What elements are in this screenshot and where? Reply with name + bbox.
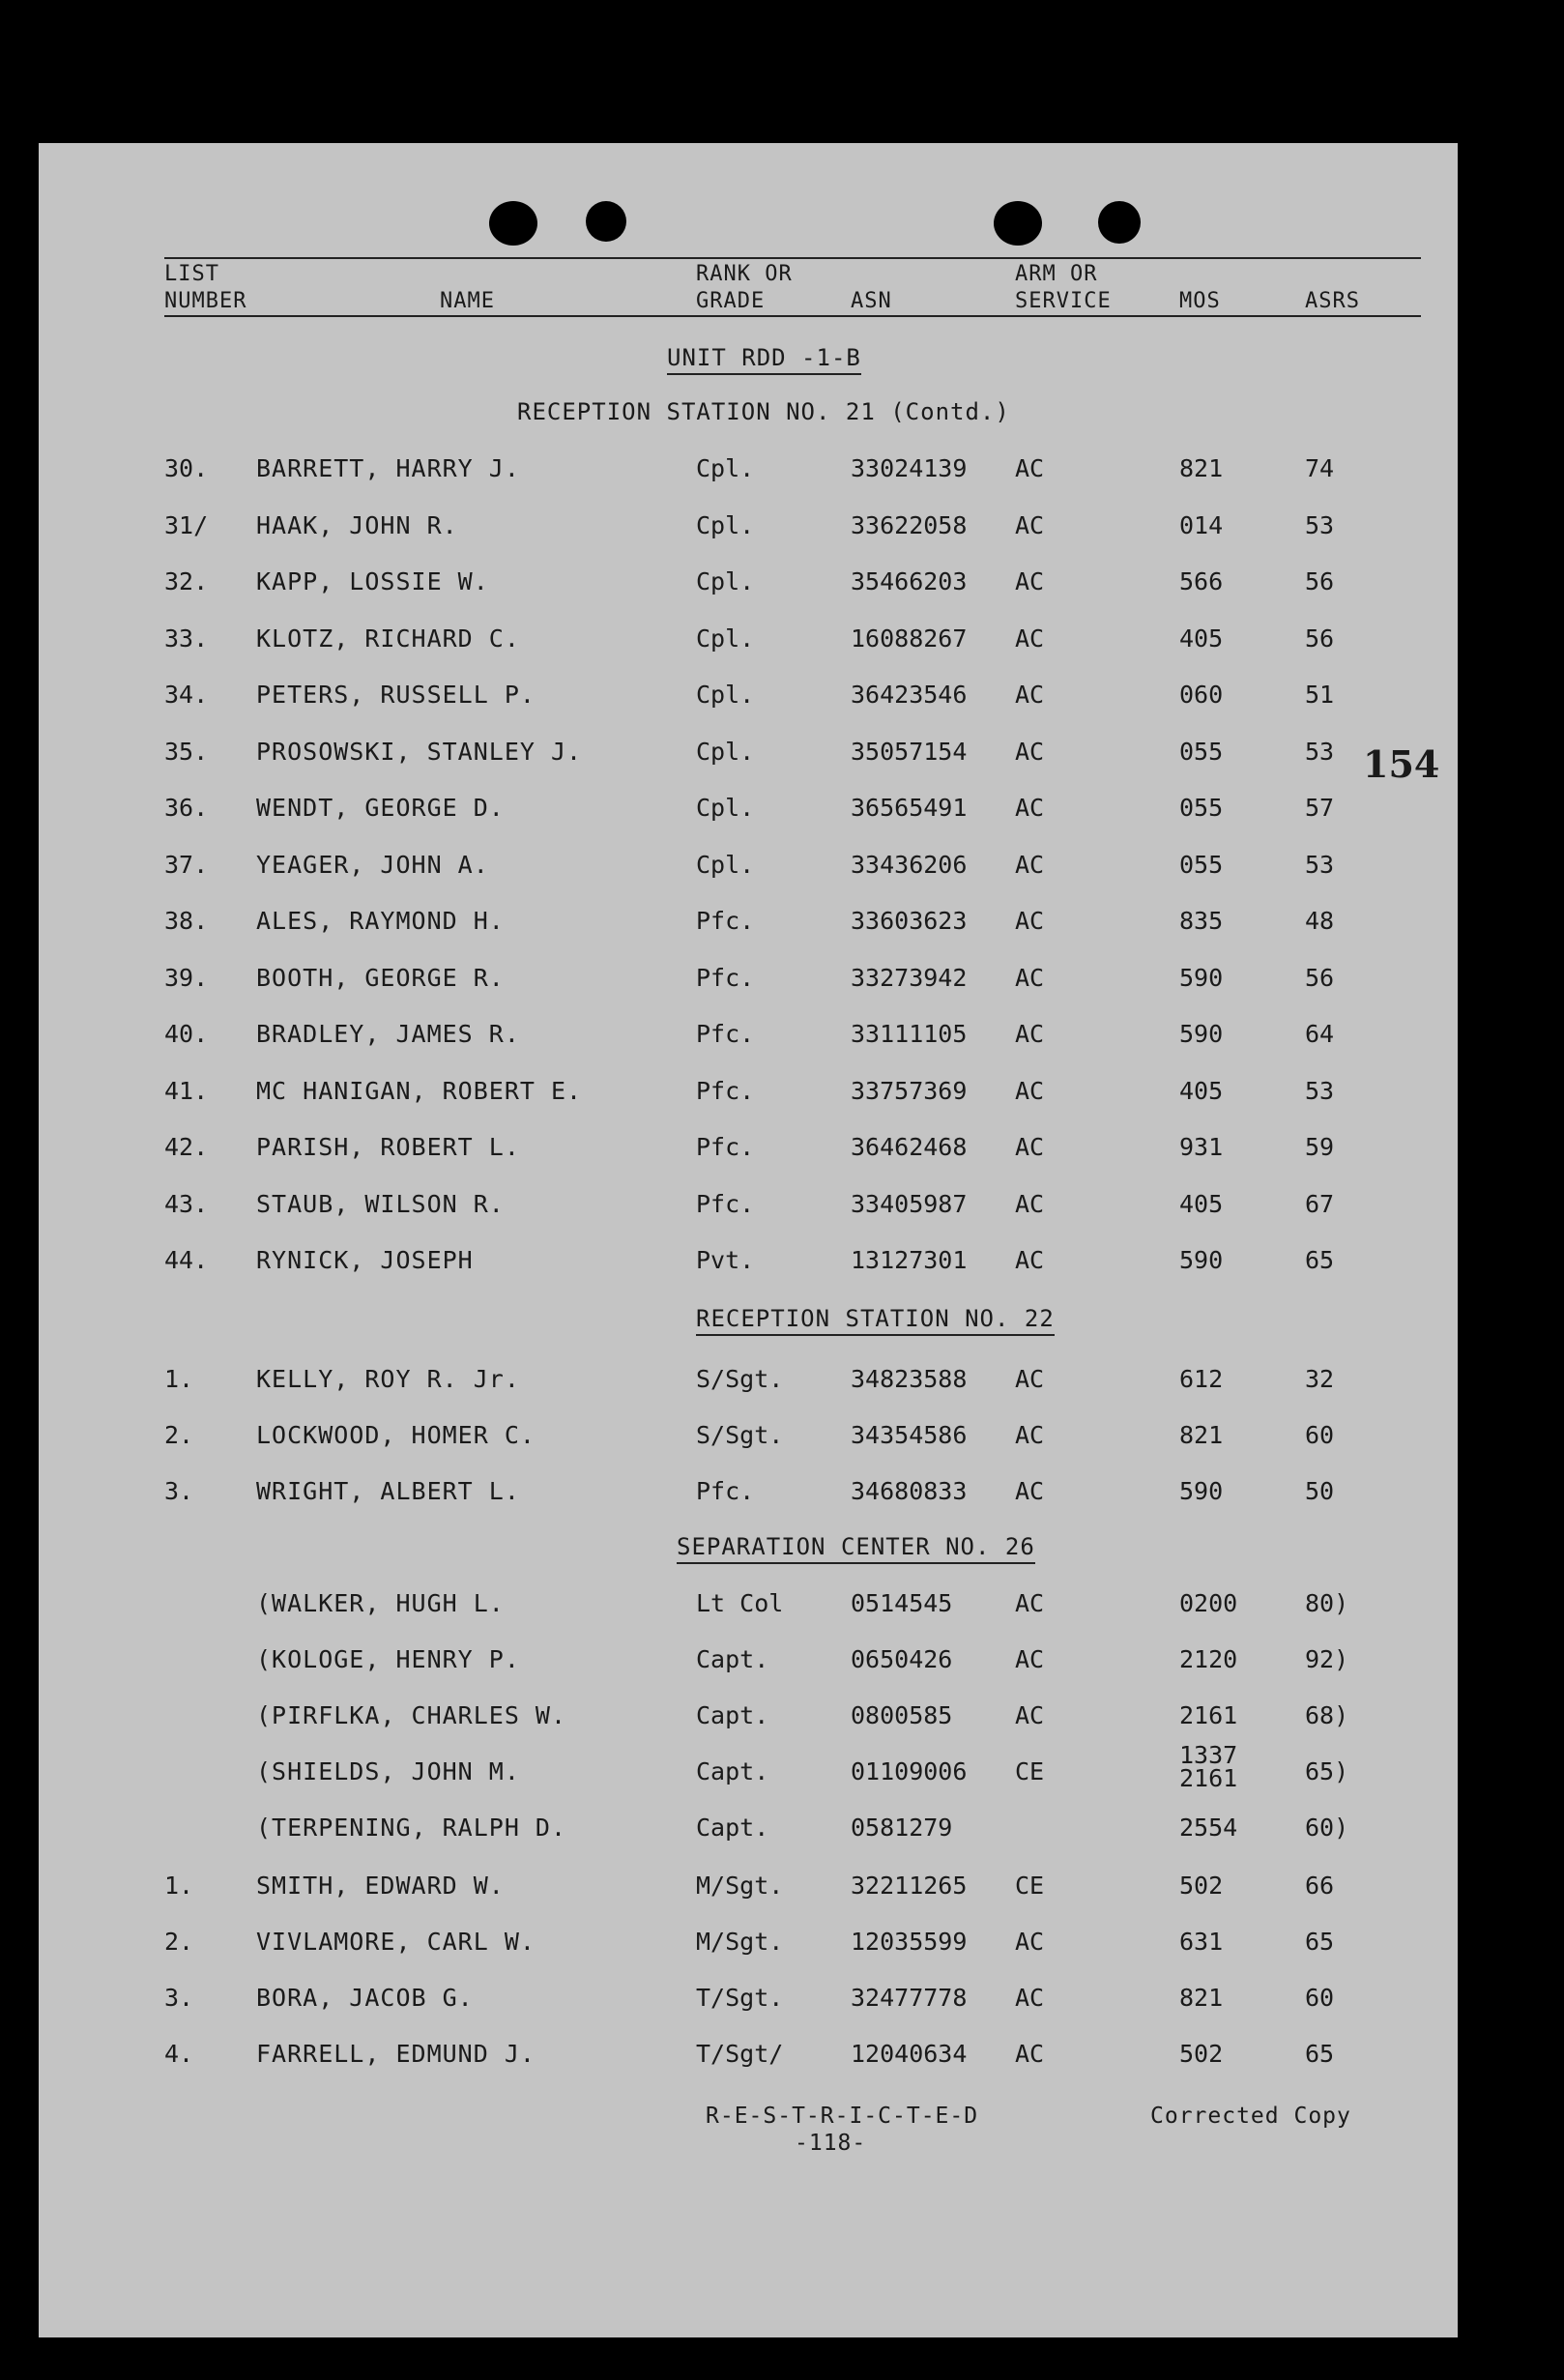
asn-number: 0650426 [851, 1645, 953, 1673]
mos-code: 502 [1179, 1872, 1224, 1900]
asn-number: 36423546 [851, 681, 968, 709]
mos-code: 590 [1179, 1020, 1224, 1048]
page-number: -118- [795, 2131, 867, 2156]
asrs-score: 32 [1305, 1365, 1335, 1393]
asrs-score: 67 [1305, 1189, 1335, 1218]
corrected-copy-note: Corrected Copy [1150, 2104, 1351, 2129]
rank-grade: Cpl. [696, 510, 755, 539]
row-number: 31/ [164, 510, 209, 539]
arm-service: AC [1015, 1020, 1045, 1048]
person-name: (TERPENING, RALPH D. [256, 1814, 567, 1842]
asn-number: 12040634 [851, 2040, 968, 2068]
mos-code: 931 [1179, 1133, 1224, 1161]
punch-hole [994, 201, 1042, 246]
roster-row [39, 1872, 1458, 1910]
asn-number: 0581279 [851, 1814, 953, 1842]
restricted-label: R-E-S-T-R-I-C-T-E-D [706, 2104, 979, 2129]
mos-code: 405 [1179, 624, 1224, 653]
roster-row [39, 1190, 1458, 1229]
mos-code: 566 [1179, 567, 1224, 595]
asrs-score: 53 [1305, 510, 1335, 539]
asn-number: 33273942 [851, 963, 968, 992]
rank-grade: Capt. [696, 1701, 769, 1729]
header-asn: ASN [851, 289, 892, 313]
person-name: WENDT, GEORGE D. [256, 794, 505, 822]
person-name: SMITH, EDWARD W. [256, 1872, 505, 1900]
person-name: ALES, RAYMOND H. [256, 907, 505, 935]
header-mos: MOS [1179, 289, 1221, 313]
person-name: BARRETT, HARRY J. [256, 454, 520, 482]
asrs-score: 51 [1305, 681, 1335, 709]
header-arm: ARM OR SERVICE [1015, 262, 1112, 313]
mos-code: 821 [1179, 1421, 1224, 1449]
rank-grade: M/Sgt. [696, 1928, 784, 1956]
section-title: RECEPTION STATION NO. 21 (Contd.) [517, 398, 1010, 425]
asn-number: 35466203 [851, 567, 968, 595]
asn-number: 33603623 [851, 907, 968, 935]
rank-grade: Cpl. [696, 794, 755, 822]
arm-service: AC [1015, 794, 1045, 822]
rank-grade: S/Sgt. [696, 1365, 784, 1393]
asn-number: 33024139 [851, 454, 968, 482]
mos-code: 590 [1179, 1477, 1224, 1505]
person-name: VIVLAMORE, CARL W. [256, 1928, 536, 1956]
roster-row [39, 907, 1458, 945]
punch-hole [586, 201, 626, 242]
section-title: SEPARATION CENTER NO. 26 [677, 1533, 1035, 1564]
rank-grade: T/Sgt/ [696, 2040, 784, 2068]
header-asrs: ASRS [1305, 289, 1360, 313]
arm-service: AC [1015, 624, 1045, 653]
asn-number: 01109006 [851, 1757, 968, 1785]
arm-service: AC [1015, 963, 1045, 992]
roster-row [39, 1984, 1458, 2022]
roster-row [39, 681, 1458, 719]
header-top-rule [164, 257, 1421, 259]
roster-row [39, 1020, 1458, 1059]
asrs-score: 56 [1305, 963, 1335, 992]
asrs-score: 53 [1305, 737, 1335, 766]
arm-service: AC [1015, 1984, 1045, 2012]
rank-grade: Capt. [696, 1757, 769, 1785]
row-number: 3. [164, 1477, 194, 1505]
person-name: (PIRFLKA, CHARLES W. [256, 1701, 567, 1729]
asn-number: 35057154 [851, 737, 968, 766]
person-name: KELLY, ROY R. Jr. [256, 1365, 520, 1393]
person-name: LOCKWOOD, HOMER C. [256, 1421, 536, 1449]
arm-service: AC [1015, 1701, 1045, 1729]
arm-service: AC [1015, 1133, 1045, 1161]
row-number: 30. [164, 454, 209, 482]
roster-row [39, 851, 1458, 889]
row-number: 34. [164, 681, 209, 709]
person-name: KLOTZ, RICHARD C. [256, 624, 520, 653]
person-name: PROSOWSKI, STANLEY J. [256, 737, 583, 766]
roster-row [39, 1701, 1458, 1740]
arm-service: AC [1015, 1189, 1045, 1218]
rank-grade: Pfc. [696, 1477, 755, 1505]
person-name: (SHIELDS, JOHN M. [256, 1757, 520, 1785]
header-bottom-rule [164, 315, 1421, 317]
arm-service: CE [1015, 1872, 1045, 1900]
asn-number: 34680833 [851, 1477, 968, 1505]
asrs-score: 50 [1305, 1477, 1335, 1505]
rank-grade: Pvt. [696, 1246, 755, 1274]
mos-code: 0200 [1179, 1589, 1238, 1617]
roster-row [39, 794, 1458, 832]
asrs-score: 74 [1305, 454, 1335, 482]
arm-service: AC [1015, 1477, 1045, 1505]
roster-row [39, 2040, 1458, 2078]
arm-service: AC [1015, 907, 1045, 935]
arm-service: AC [1015, 681, 1045, 709]
mos-code: 014 [1179, 510, 1224, 539]
row-number: 44. [164, 1246, 209, 1274]
asrs-score: 48 [1305, 907, 1335, 935]
rank-grade: T/Sgt. [696, 1984, 784, 2012]
mos-code: 612 [1179, 1365, 1224, 1393]
person-name: BOOTH, GEORGE R. [256, 963, 505, 992]
roster-row [39, 1645, 1458, 1684]
mos-code: 060 [1179, 681, 1224, 709]
arm-service: AC [1015, 510, 1045, 539]
person-name: HAAK, JOHN R. [256, 510, 458, 539]
roster-row [39, 1133, 1458, 1172]
roster-row [39, 1741, 1458, 1796]
person-name: YEAGER, JOHN A. [256, 850, 489, 879]
row-number: 37. [164, 850, 209, 879]
rank-grade: Capt. [696, 1814, 769, 1842]
asn-number: 36462468 [851, 1133, 968, 1161]
roster-row [39, 624, 1458, 663]
arm-service: AC [1015, 850, 1045, 879]
row-number: 3. [164, 1984, 194, 2012]
mos-code: 055 [1179, 737, 1224, 766]
rank-grade: Pfc. [696, 907, 755, 935]
roster-row [39, 1077, 1458, 1116]
row-number: 1. [164, 1365, 194, 1393]
punch-hole [1098, 201, 1141, 244]
row-number: 39. [164, 963, 209, 992]
person-name: RYNICK, JOSEPH [256, 1246, 474, 1274]
roster-row [39, 1421, 1458, 1460]
mos-code: 502 [1179, 2040, 1224, 2068]
asn-number: 33622058 [851, 510, 968, 539]
rank-grade: Capt. [696, 1645, 769, 1673]
asrs-score: 57 [1305, 794, 1335, 822]
row-number: 36. [164, 794, 209, 822]
asn-number: 33111105 [851, 1020, 968, 1048]
mos-code: 835 [1179, 907, 1224, 935]
asrs-score: 65 [1305, 1246, 1335, 1274]
mos-code: 590 [1179, 963, 1224, 992]
header-rank: RANK OR GRADE [696, 262, 793, 313]
mos-code: 2161 [1179, 1701, 1238, 1729]
arm-service: AC [1015, 1365, 1045, 1393]
person-name: FARRELL, EDMUND J. [256, 2040, 536, 2068]
asrs-score: 65 [1305, 1928, 1335, 1956]
person-name: KAPP, LOSSIE W. [256, 567, 489, 595]
asrs-score: 56 [1305, 624, 1335, 653]
asn-number: 32211265 [851, 1872, 968, 1900]
mos-code: 405 [1179, 1076, 1224, 1105]
asrs-score: 59 [1305, 1133, 1335, 1161]
rank-grade: Pfc. [696, 1020, 755, 1048]
asrs-score: 65 [1305, 2040, 1335, 2068]
arm-service: AC [1015, 1246, 1045, 1274]
row-number: 38. [164, 907, 209, 935]
roster-row [39, 964, 1458, 1002]
arm-service: AC [1015, 1421, 1045, 1449]
mos-code: 1337 2161 [1179, 1741, 1238, 1792]
roster-row [39, 1928, 1458, 1966]
roster-row [39, 1814, 1458, 1852]
roster-row [39, 1246, 1458, 1285]
roster-row [39, 567, 1458, 606]
person-name: MC HANIGAN, ROBERT E. [256, 1076, 583, 1105]
header-list-number: LIST NUMBER [164, 262, 247, 313]
document-page [39, 143, 1458, 2337]
person-name: BORA, JACOB G. [256, 1984, 474, 2012]
row-number: 32. [164, 567, 209, 595]
person-name: BRADLEY, JAMES R. [256, 1020, 520, 1048]
row-number: 2. [164, 1421, 194, 1449]
row-number: 35. [164, 737, 209, 766]
asrs-score: 65) [1305, 1757, 1349, 1785]
asrs-score: 53 [1305, 1076, 1335, 1105]
asrs-score: 60 [1305, 1421, 1335, 1449]
mos-code: 821 [1179, 1984, 1224, 2012]
asn-number: 33405987 [851, 1189, 968, 1218]
arm-service: AC [1015, 1645, 1045, 1673]
punch-hole [489, 201, 537, 246]
row-number: 4. [164, 2040, 194, 2068]
asrs-score: 60) [1305, 1814, 1349, 1842]
rank-grade: Cpl. [696, 737, 755, 766]
person-name: WRIGHT, ALBERT L. [256, 1477, 520, 1505]
asn-number: 36565491 [851, 794, 968, 822]
row-number: 41. [164, 1076, 209, 1105]
person-name: STAUB, WILSON R. [256, 1189, 505, 1218]
roster-row [39, 738, 1458, 776]
unit-title: UNIT RDD -1-B [667, 344, 861, 375]
mos-code: 2120 [1179, 1645, 1238, 1673]
roster-row [39, 1477, 1458, 1516]
asrs-score: 64 [1305, 1020, 1335, 1048]
rank-grade: Cpl. [696, 567, 755, 595]
asn-number: 34354586 [851, 1421, 968, 1449]
rank-grade: Lt Col [696, 1589, 784, 1617]
mos-code: 2554 [1179, 1814, 1238, 1842]
row-number: 33. [164, 624, 209, 653]
arm-service: AC [1015, 1589, 1045, 1617]
asn-number: 34823588 [851, 1365, 968, 1393]
roster-row [39, 1589, 1458, 1628]
row-number: 40. [164, 1020, 209, 1048]
mos-code: 631 [1179, 1928, 1224, 1956]
rank-grade: M/Sgt. [696, 1872, 784, 1900]
rank-grade: Pfc. [696, 963, 755, 992]
row-number: 42. [164, 1133, 209, 1161]
asn-number: 33757369 [851, 1076, 968, 1105]
asrs-score: 53 [1305, 850, 1335, 879]
page-stamp-number: 154 [1363, 742, 1440, 786]
arm-service: AC [1015, 1928, 1045, 1956]
rank-grade: Pfc. [696, 1076, 755, 1105]
asrs-score: 92) [1305, 1645, 1349, 1673]
rank-grade: Cpl. [696, 454, 755, 482]
arm-service: AC [1015, 567, 1045, 595]
arm-service: AC [1015, 2040, 1045, 2068]
asn-number: 12035599 [851, 1928, 968, 1956]
asrs-score: 60 [1305, 1984, 1335, 2012]
rank-grade: S/Sgt. [696, 1421, 784, 1449]
section-title: RECEPTION STATION NO. 22 [696, 1305, 1055, 1336]
row-number: 1. [164, 1872, 194, 1900]
row-number: 2. [164, 1928, 194, 1956]
rank-grade: Pfc. [696, 1189, 755, 1218]
asrs-score: 68) [1305, 1701, 1349, 1729]
person-name: PARISH, ROBERT L. [256, 1133, 520, 1161]
rank-grade: Cpl. [696, 624, 755, 653]
arm-service: AC [1015, 1076, 1045, 1105]
rank-grade: Cpl. [696, 681, 755, 709]
header-name: NAME [440, 289, 495, 313]
asn-number: 32477778 [851, 1984, 968, 2012]
asn-number: 13127301 [851, 1246, 968, 1274]
person-name: (KOLOGE, HENRY P. [256, 1645, 520, 1673]
arm-service: AC [1015, 737, 1045, 766]
asrs-score: 66 [1305, 1872, 1335, 1900]
asn-number: 16088267 [851, 624, 968, 653]
roster-row [39, 1365, 1458, 1404]
asrs-score: 80) [1305, 1589, 1349, 1617]
person-name: PETERS, RUSSELL P. [256, 681, 536, 709]
mos-code: 055 [1179, 794, 1224, 822]
row-number: 43. [164, 1189, 209, 1218]
rank-grade: Cpl. [696, 850, 755, 879]
asn-number: 0514545 [851, 1589, 953, 1617]
mos-code: 055 [1179, 850, 1224, 879]
roster-row [39, 511, 1458, 550]
asn-number: 33436206 [851, 850, 968, 879]
arm-service: AC [1015, 454, 1045, 482]
person-name: (WALKER, HUGH L. [256, 1589, 505, 1617]
asn-number: 0800585 [851, 1701, 953, 1729]
arm-service: CE [1015, 1757, 1045, 1785]
mos-code: 590 [1179, 1246, 1224, 1274]
asrs-score: 56 [1305, 567, 1335, 595]
mos-code: 821 [1179, 454, 1224, 482]
mos-code: 405 [1179, 1189, 1224, 1218]
rank-grade: Pfc. [696, 1133, 755, 1161]
roster-row [39, 454, 1458, 493]
